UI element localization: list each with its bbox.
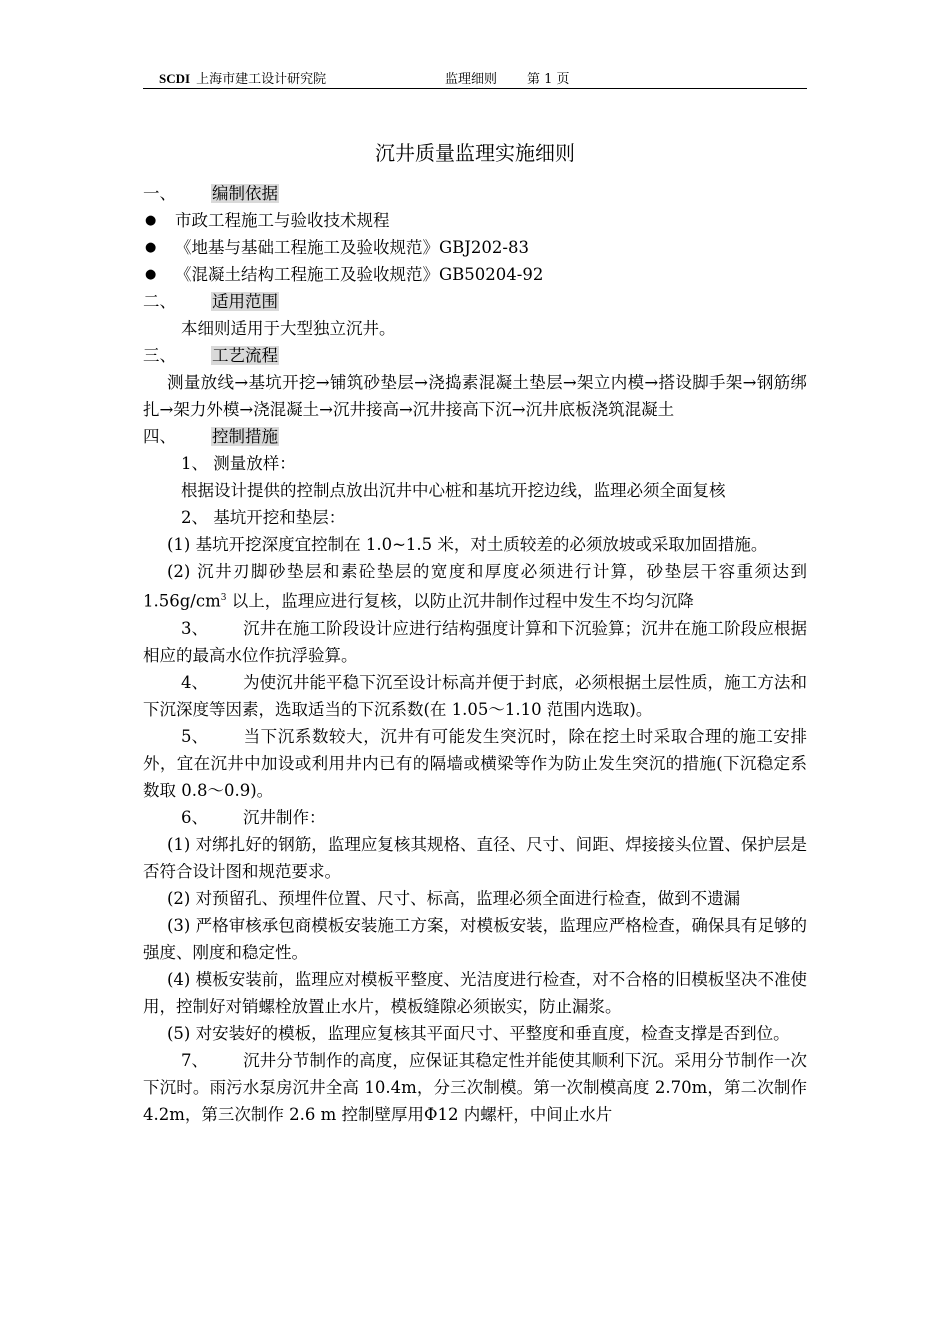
item-number: 5、 (181, 726, 208, 746)
section-title: 编制依据 (212, 184, 278, 203)
section-number: 四、 (143, 427, 176, 446)
paragraph: (5) 对安装好的模板，监理应复核其平面尺寸、平整度和垂直度，检查支撑是否到位。 (167, 1023, 790, 1043)
list-item-text: 市政工程施工与验收技术规程 (175, 211, 390, 230)
section-heading (143, 342, 807, 369)
numbered-paragraph (143, 723, 807, 804)
item-title: 2、 基坑开挖和垫层： (181, 508, 346, 527)
paragraph: (2) 对预留孔、预埋件位置、尺寸、标高，监理必须全面进行检查，做到不遗漏 (167, 888, 741, 908)
org-code: SCDI (159, 71, 191, 86)
list-item (143, 207, 807, 234)
section-title: 工艺流程 (212, 346, 278, 365)
document-body (143, 180, 807, 1128)
paragraph-text: 沉井分节制作的高度，应保证其稳定性并能使其顺利下沉。采用分节制作一次下沉时。雨污水泵房沉井全高 10.4m，分三次制模。第一次制模高度 2.70m，第二次制作 4.2m，第三次制作 2.6 m 控制壁厚用Φ12 内螺杆，中间止水片 (143, 1050, 807, 1124)
header-organization (159, 68, 326, 87)
item-title: 沉井制作： (243, 807, 326, 827)
numbered-paragraph (143, 804, 807, 831)
paragraph: 根据设计提供的控制点放出沉井中心桩和基坑开挖边线，监理必须全面复核 (181, 481, 726, 500)
bullet-icon: ● (145, 213, 157, 228)
section-heading (143, 180, 807, 207)
item-number: 7、 (181, 1050, 208, 1070)
numbered-paragraph (143, 1047, 807, 1128)
section-heading (143, 288, 807, 315)
list-item-text: 《地基与基础工程施工及验收规范》GBJ202-83 (175, 238, 529, 257)
item-number: 3、 (181, 618, 208, 638)
list-item-text: 《混凝土结构工程施工及验收规范》GB50204-92 (175, 265, 544, 284)
section-number: 二、 (143, 292, 176, 311)
paragraph (143, 558, 807, 615)
section-number: 一、 (143, 184, 176, 203)
list-item (143, 261, 807, 288)
page-header (143, 66, 807, 89)
paragraph: 本细则适用于大型独立沉井。 (181, 319, 396, 338)
section-title: 控制措施 (212, 427, 278, 446)
item-number: 6、 (181, 807, 208, 827)
paragraph: (1) 对绑扎好的钢筋，监理应复核其规格、直径、尺寸、间距、焊接接头位置、保护层是否符合设计图和规范要求。 (143, 834, 807, 881)
paragraph: (1) 基坑开挖深度宜控制在 1.0~1.5 米，对土质较差的必须放坡或采取加固措施。 (167, 535, 768, 554)
header-doc-type: 监理细则 (445, 72, 498, 87)
header-page-number: 第 1 页 (527, 72, 570, 87)
process-flow: 测量放线→基坑开挖→铺筑砂垫层→浇捣素混凝土垫层→架立内模→搭设脚手架→钢筋绑扎→架力外模→浇混凝土→沉井接高→沉井接高下沉→沉井底板浇筑混凝土 (143, 373, 807, 419)
paragraph: (3) 严格审核承包商模板安装施工方案，对模板安装，监理应严格检查，确保具有足够的强度、刚度和稳定性。 (143, 915, 807, 962)
section-title: 适用范围 (212, 292, 278, 311)
section-heading (143, 423, 807, 450)
list-item (143, 234, 807, 261)
paragraph-text: (2) 沉井刃脚砂垫层和素砼垫层的宽度和厚度必须进行计算，砂垫层干容重须达到 1.56g/cm (143, 562, 807, 611)
paragraph-text: 当下沉系数较大，沉井有可能发生突沉时，除在挖土时采取合理的施工安排外，宜在沉井中加设或利用井内已有的隔墙或横梁等作为防止发生突沉的措施(下沉稳定系数取 0.8～0.9)。 (143, 726, 807, 800)
bullet-icon: ● (145, 240, 157, 255)
paragraph: (4) 模板安装前，监理应对模板平整度、光洁度进行检查，对不合格的旧模板坚决不准使用，控制好对销螺栓放置止水片，模板缝隙必须嵌实，防止漏浆。 (143, 969, 807, 1016)
bullet-icon: ● (145, 267, 157, 282)
page-title: 沉井质量监理实施细则 (375, 141, 575, 165)
numbered-paragraph (143, 669, 807, 723)
section-number: 三、 (143, 346, 176, 365)
superscript: 3 (220, 593, 227, 603)
paragraph-text: 沉井在施工阶段设计应进行结构强度计算和下沉验算；沉井在施工阶段应根据相应的最高水位作抗浮验算。 (143, 618, 807, 665)
paragraph-text: 为使沉井能平稳下沉至设计标高并便于封底，必须根据土层性质，施工方法和下沉深度等因素，选取适当的下沉系数(在 1.05～1.10 范围内选取)。 (143, 672, 807, 719)
org-name: 上海市建工设计研究院 (196, 72, 327, 87)
paragraph-text: 以上，监理应进行复核，以防止沉井制作过程中发生不均匀沉降 (226, 591, 694, 611)
numbered-paragraph (143, 615, 807, 669)
item-title: 1、 测量放样： (181, 454, 296, 473)
item-number: 4、 (181, 672, 208, 692)
